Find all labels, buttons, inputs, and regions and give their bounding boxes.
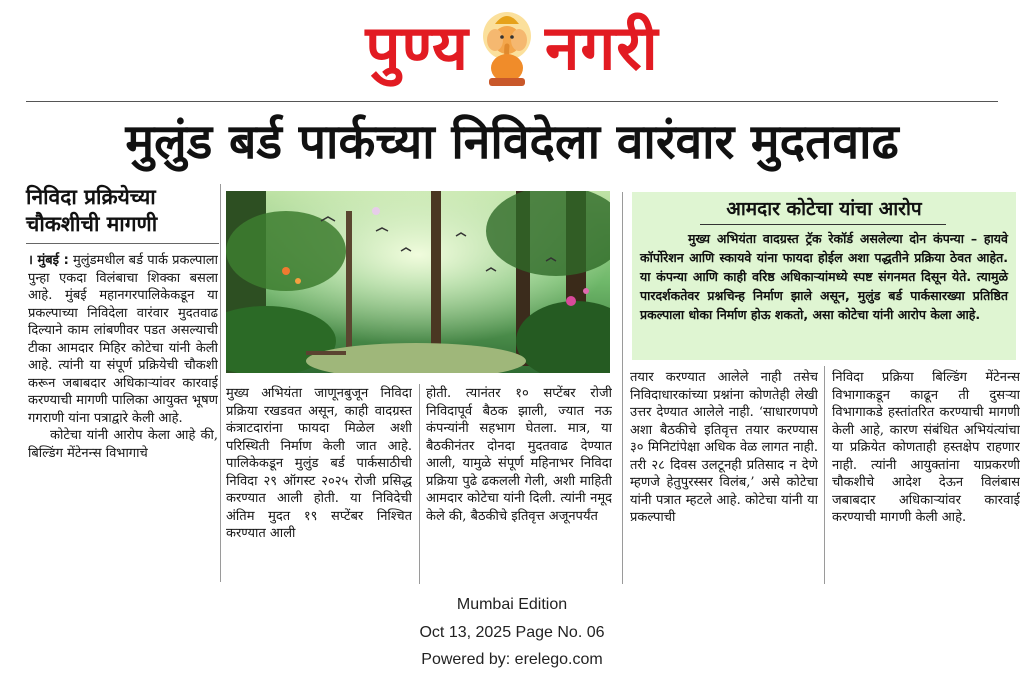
masthead-word-right: नगरी: [544, 11, 659, 84]
column-divider-2: [419, 384, 420, 584]
column-3: होती. त्यानंतर १० सप्टेंबर रोजी निविदापूर्व बैठक झाली, ज्यात नऊ कंपन्यांनी सहभाग घेतला. मात्र, या बैठकीनंतर दोनदा मुदतवाढ देण्यात आली, यामुळे संपूर्ण महिनाभर निविदा प्रक्रिया पुढे ढकलली गेली, अशी माहिती आमदार कोटेचा यांनी दिली. त्यांनी नमूद केले की, बैठकीचे इतिवृत्त अजूनपर्यंत: [426, 386, 612, 524]
dateline: । मुंबई :: [28, 253, 69, 268]
column-2: मुख्य अभियंता जाणूनबुजून निविदा प्रक्रिया रखडवत असून, काही वादग्रस्त कंत्राटदारांना फायदा मिळेल अशी परिस्थिती निर्माण केली जात आहे. पालिकेकडून मुलुंड बर्ड पार्कसाठीची निविदा २९ ऑगस्ट २०२५ रोजी प्रसिद्ध करण्यात आली होती. या निविदेची अंतिम मुदत १९ सप्टेंबर निश्चित करण्यात आली: [226, 386, 412, 541]
column-1-para-1-text: मुलुंडमधील बर्ड पार्क प्रकल्पाला पुन्हा एकदा विलंबाचा शिक्का बसला आहे. मुंबई महानगरपालिकेकडून या प्रकल्पाच्या निविदेला वारंवार मुदतवाढ दिल्याने काम लांबणीवर पडत असल्याची टीका आमदार मिहिर कोटेचा यांनी केली आहे. त्यांनी या संपूर्ण प्रक्रियेची चौकशी करून जबाबदार अधिकाऱ्यांवर कारवाई करण्याची मागणी पालिका आयुक्त भूषण गगराणी यांना पत्राद्वारे केली आहे.: [28, 253, 218, 426]
column-1-para-1: [28, 252, 218, 427]
footer-powered-by: Powered by: erelego.com: [421, 651, 603, 668]
sidebox-text: मुख्य अभियंता वादग्रस्त ट्रॅक रेकॉर्ड असलेल्या दोन कंपन्या – हायवे कॉर्पोरेशन आणि स्कायवे यांना फायदा होईल अशा पद्धतीने प्रक्रिया ठेवत आहेत. या कंपन्या आणि काही वरिष्ठ अधिकाऱ्यांमध्ये स्पष्ट संगनमत दिसून येते. त्यामुळे पारदर्शकतेवर प्रश्नचिन्ह निर्माण झाले असून, मुलुंड बर्ड पार्कसारख्या प्रतिष्ठित प्रकल्पाला धोका निर्माण होऊ शकतो, असा कोटेचा यांनी आरोप केला आहे.: [640, 231, 1008, 322]
subhead-rule: [26, 243, 219, 244]
subhead-line-1: निविदा प्रक्रियेच्या: [26, 185, 156, 209]
masthead-word-left: पुण्य: [365, 11, 469, 84]
column-1-para-2: कोटेचा यांनी आरोप केला आहे की, बिल्डिंग मेंटेनन्स विभागाचे: [28, 428, 218, 461]
subhead-line-2: चौकशीची मागणी: [26, 212, 158, 236]
column-divider-4: [824, 366, 825, 584]
column-5: निविदा प्रक्रिया बिल्डिंग मेंटेनन्स विभागाकडून काढून ती दुसऱ्या विभागाकडे हस्तांतरित करण्याची मागणी केली आहे, कारण संबंधित अभियंत्यांचा या प्रक्रियेत कोणताही हस्तक्षेप राहणार नाही. त्यांनी आयुक्तांना याप्रकरणी चौकशीचे आदेश देऊन विलंबास जबाबदार अधिकाऱ्यांवर कारवाई करण्याची मागणी केली आहे.: [832, 370, 1020, 525]
masthead-rule: [26, 101, 998, 102]
column-4: तयार करण्यात आलेले नाही तसेच निविदाधारकांच्या प्रश्नांना कोणतेही लेखी उत्तर देण्यात आलेले नाही. ‘साधारणपणे अशा बैठकीचे इतिवृत्त तयार करण्यास ३० मिनिटांपेक्षा अधिक वेळ लागत नाही. तरी २८ दिवस उलटूनही प्रतिसाद न देणे म्हणजे हेतुपुरस्सर विलंब,’ असे कोटेचा यांनी पत्रात म्हटले आहे. कोटेचा यांनी या प्रकल्पाची: [630, 370, 818, 525]
column-divider-3: [622, 192, 623, 584]
column-1: [28, 252, 218, 582]
subheadline: [26, 184, 216, 238]
footer-date-page: Oct 13, 2025 Page No. 06: [419, 624, 605, 641]
sidebox-title-rule: [700, 224, 946, 225]
sidebox-title: आमदार कोटेचा यांचा आरोप: [726, 198, 922, 220]
headline: मुलुंड बर्ड पार्कच्या निविदेला वारंवार मुदतवाढ: [125, 114, 899, 170]
masthead: [0, 0, 1024, 96]
footer-edition: Mumbai Edition: [456, 596, 568, 613]
column-divider-1: [220, 184, 221, 582]
ganesha-logo-icon: [475, 6, 539, 90]
forest-birds-photo: [226, 191, 610, 373]
